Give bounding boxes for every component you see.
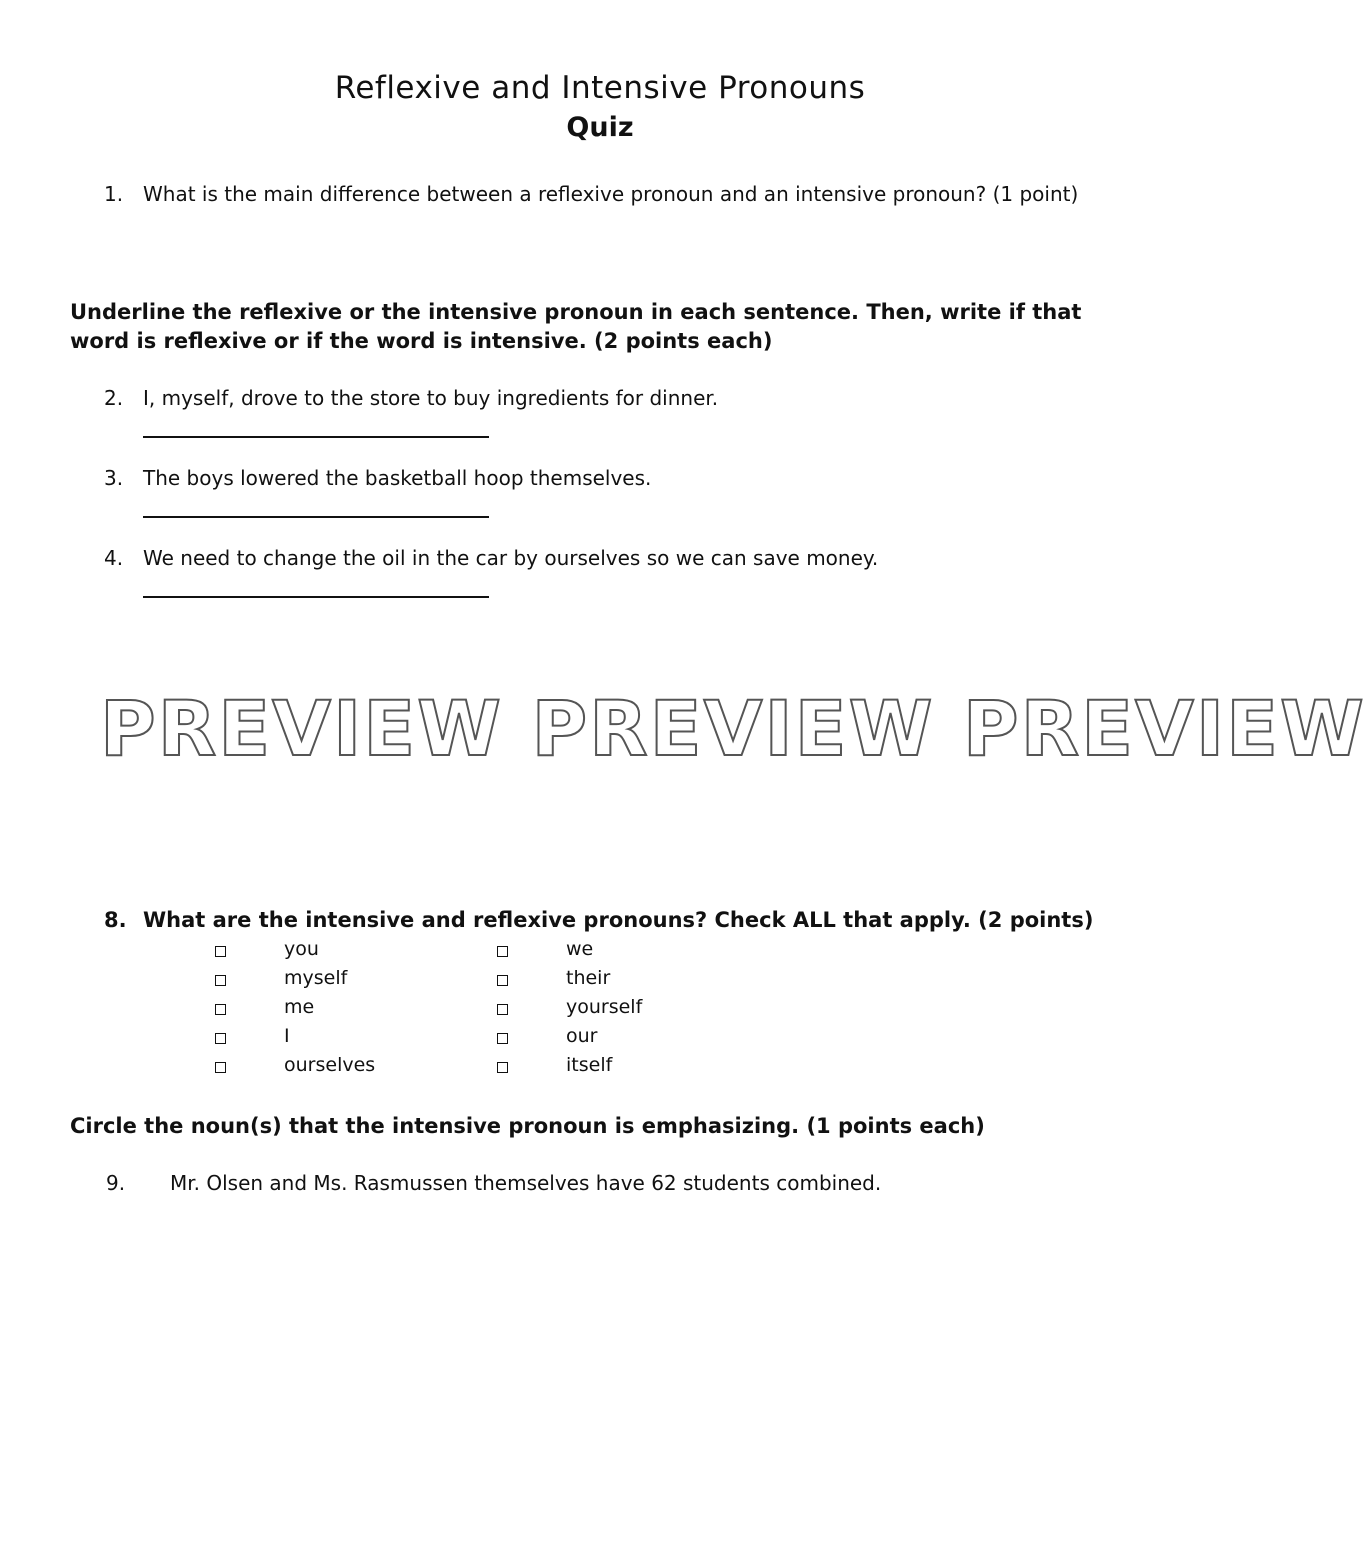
option-label-itself: itself — [566, 1054, 613, 1076]
checkbox-me[interactable] — [215, 1004, 226, 1015]
checkbox-myself[interactable] — [215, 975, 226, 986]
option-label-i: I — [284, 1025, 290, 1047]
option-label-me: me — [284, 996, 315, 1018]
checkbox-i[interactable] — [215, 1033, 226, 1044]
question-9-number: 9. — [106, 1171, 126, 1195]
question-9-text: Mr. Olsen and Ms. Rasmussen themselves have 62 students combined. — [170, 1171, 882, 1195]
question-3-answer-line[interactable] — [143, 516, 489, 518]
page-title: Reflexive and Intensive Pronouns — [334, 70, 866, 106]
question-1-number: 1. — [104, 182, 124, 206]
question-8-number: 8. — [104, 908, 127, 932]
checkbox-you[interactable] — [215, 946, 226, 957]
question-1-text: What is the main difference between a reflexive pronoun and an intensive pronoun? (1 point) — [143, 182, 1079, 206]
preview-watermark: PREVIEW PREVIEW PREVIEW — [100, 684, 1366, 773]
question-4-text: We need to change the oil in the car by ourselves so we can save money. — [143, 546, 879, 570]
option-label-myself: myself — [284, 967, 348, 989]
option-label-ourselves: ourselves — [284, 1054, 376, 1076]
checkbox-their[interactable] — [497, 975, 508, 986]
question-3-number: 3. — [104, 466, 124, 490]
question-8-text: What are the intensive and reflexive pronouns? Check ALL that apply. (2 points) — [143, 908, 1094, 932]
option-label-you: you — [284, 938, 319, 960]
question-2-answer-line[interactable] — [143, 436, 489, 438]
checkbox-ourselves[interactable] — [215, 1062, 226, 1073]
option-label-yourself: yourself — [566, 996, 643, 1018]
option-label-our: our — [566, 1025, 598, 1047]
option-label-we: we — [566, 938, 594, 960]
question-3-text: The boys lowered the basketball hoop themselves. — [143, 466, 652, 490]
question-4-answer-line[interactable] — [143, 596, 489, 598]
checkbox-our[interactable] — [497, 1033, 508, 1044]
question-2-number: 2. — [104, 386, 124, 410]
checkbox-we[interactable] — [497, 946, 508, 957]
checkbox-itself[interactable] — [497, 1062, 508, 1073]
section-2-instructions: Circle the noun(s) that the intensive pronoun is emphasizing. (1 points each) — [70, 1114, 985, 1138]
section-1-instructions: Underline the reflexive or the intensive pronoun in each sentence. Then, write if that word is reflexive or if the word is intensive. (2 points each) — [70, 300, 1082, 353]
checkbox-yourself[interactable] — [497, 1004, 508, 1015]
question-2-text: I, myself, drove to the store to buy ingredients for dinner. — [143, 386, 719, 410]
option-label-their: their — [566, 967, 611, 989]
page-subtitle: Quiz — [566, 112, 634, 143]
question-4-number: 4. — [104, 546, 124, 570]
